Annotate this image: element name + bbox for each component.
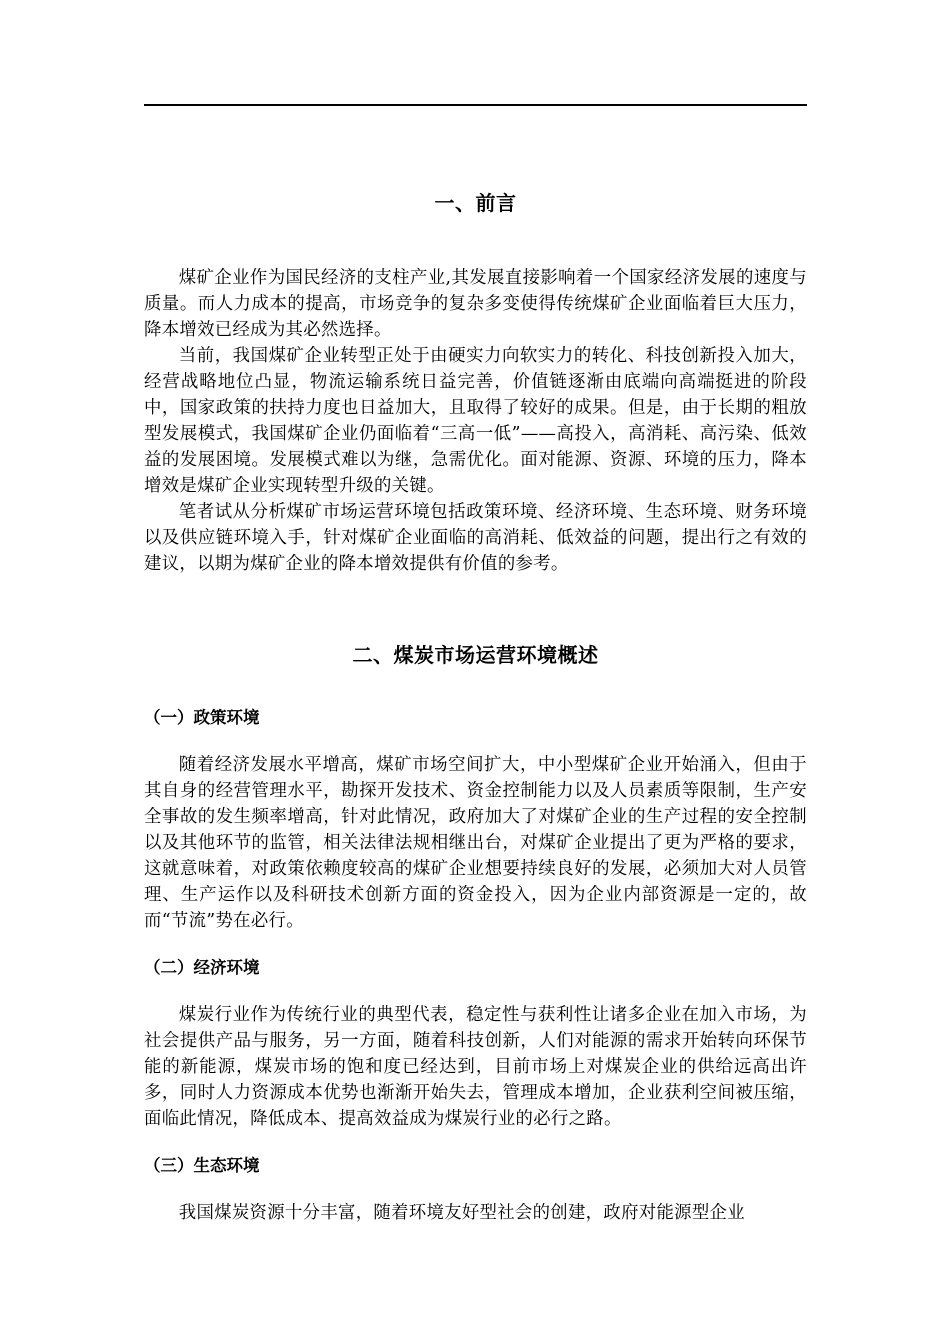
subsection-title-economy: （二）经济环境: [144, 958, 260, 977]
subsection-title-ecology: （三）生态环境: [144, 1156, 260, 1175]
subsection-title-policy: （一）政策环境: [144, 708, 260, 727]
preface-paragraph-3: 笔者试从分析煤矿市场运营环境包括政策环境、经济环境、生态环境、财务环境以及供应链环境入手，针对煤矿企业面临的高消耗、低效益的问题，提出行之有效的建议，以期为煤矿企业的降本增效提供有价值的参考。: [144, 502, 807, 574]
header-rule: [144, 104, 807, 106]
economy-paragraph: 煤炭行业作为传统行业的典型代表，稳定性与获利性让诸多企业在加入市场，为社会提供产品与服务，另一方面，随着科技创新，人们对能源的需求开始转向环保节能的新能源，煤炭市场的饱和度已经达到，目前市场上对煤炭企业的供给远高出许多，同时人力资源成本优势也渐渐开始失去，管理成本增加，企业获利空间被压缩，面临此情况，降低成本、提高效益成为煤炭行业的必行之路。: [144, 1005, 807, 1129]
section-title-market-environment: 二、煤炭市场运营环境概述: [352, 643, 599, 667]
policy-paragraph: 随着经济发展水平增高，煤矿市场空间扩大，中小型煤矿企业开始涌入，但由于其自身的经营管理水平，勘探开发技术、资金控制能力以及人员素质等限制，生产安全事故的发生频率增高，针对此情况，政府加大了对煤矿企业的生产过程的安全控制以及其他环节的监管，相关法律法规相继出台，对煤矿企业提出了更为严格的要求，这就意味着，对政策依赖度较高的煤矿企业想要持续良好的发展，必须加大对人员管理、生产运作以及科研技术创新方面的资金投入，因为企业内部资源是一定的，故而“节流”势在必行。: [144, 755, 807, 931]
ecology-paragraph: 我国煤炭资源十分丰富，随着环境友好型社会的创建，政府对能源型企业: [178, 1203, 745, 1223]
document-body: [144, 188, 807, 1226]
section-title-preface: 一、前言: [434, 191, 517, 215]
preface-paragraph-2: 当前，我国煤矿企业转型正处于由硬实力向软实力的转化、科技创新投入加大，经营战略地位凸显，物流运输系统日益完善，价值链逐渐由底端向高端挺进的阶段中，国家政策的扶持力度也日益加大，且取得了较好的成果。但是，由于长期的粗放型发展模式，我国煤矿企业仍面临着“三高一低”——高投入，高消耗、高污染、低效益的发展困境。发展模式难以为继，急需优化。面对能源、资源、环境的压力，降本增效是煤矿企业实现转型升级的关键。: [144, 346, 807, 496]
preface-paragraph-1: 煤矿企业作为国民经济的支柱产业,其发展直接影响着一个国家经济发展的速度与质量。而人力成本的提高，市场竞争的复杂多变使得传统煤矿企业面临着巨大压力，降本增效已经成为其必然选择。: [144, 268, 807, 340]
